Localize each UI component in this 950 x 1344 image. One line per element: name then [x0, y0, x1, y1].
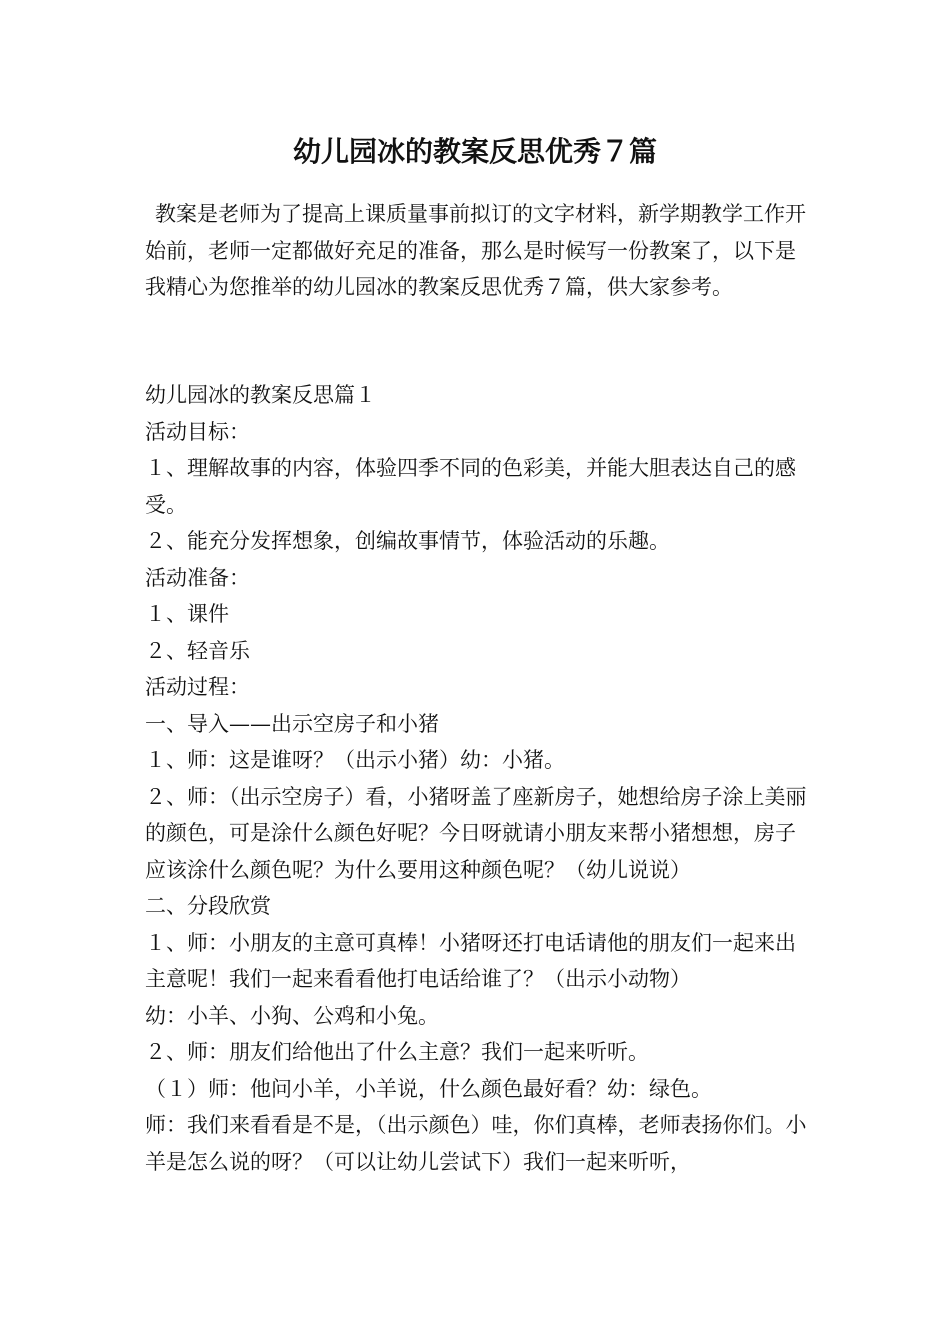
body-text — [145, 377, 815, 1180]
text-line: １、师：这是谁呀？（出示小猪）幼：小猪。 — [145, 748, 565, 772]
text-line: 活动准备： — [145, 565, 250, 590]
document-title: 幼儿园冰的教案反思优秀７篇 — [292, 135, 657, 168]
text-line: 活动过程： — [145, 675, 250, 699]
text-line: （１）师：他问小羊，小羊说，什么颜色最好看？幼：绿色。 — [145, 1076, 712, 1101]
section-heading: 幼儿园冰的教案反思篇１ — [145, 383, 376, 407]
text-line: ２、师：朋友们给他出了什么主意？我们一起来听听。 — [145, 1040, 649, 1064]
text-line: １、理解故事的内容，体验四季不同的色彩美，并能大胆表达自己的感受。 — [145, 456, 796, 517]
text-line: １、师：小朋友的主意可真棒！小猪呀还打电话请他的朋友们一起来出主意呢！我们一起来看看他打电话给谁了？（出示小动物） — [145, 930, 796, 991]
text-line: １、课件 — [145, 602, 229, 626]
text-line: 一、导入——出示空房子和小猪 — [145, 711, 439, 736]
text-line: ２、师：（出示空房子）看，小猪呀盖了座新房子，她想给房子涂上美丽的颜色，可是涂什么颜色好呢？今日呀就请小朋友来帮小猪想想，房子应该涂什么颜色呢？为什么要用这种颜色呢？（幼儿说说） — [145, 784, 807, 882]
intro-paragraph: 教案是老师为了提高上课质量事前拟订的文字材料，新学期教学工作开始前，老师一定都做好充足的准备，那么是时候写一份教案了，以下是我精心为您推举的幼儿园冰的教案反思优秀７篇，供大家参考。 — [145, 202, 806, 299]
text-line: ２、轻音乐 — [145, 638, 250, 663]
text-line: 师：我们来看看是不是，（出示颜色）哇，你们真棒，老师表扬你们。小羊是怎么说的呀？（可以让幼儿尝试下）我们一起来听听， — [145, 1113, 807, 1174]
text-line: 二、分段欣赏 — [145, 894, 271, 918]
text-line: 幼：小羊、小狗、公鸡和小兔。 — [145, 1003, 439, 1028]
text-line: 活动目标： — [145, 419, 250, 444]
text-line: ２、能充分发挥想象，创编故事情节，体验活动的乐趣。 — [145, 529, 670, 553]
